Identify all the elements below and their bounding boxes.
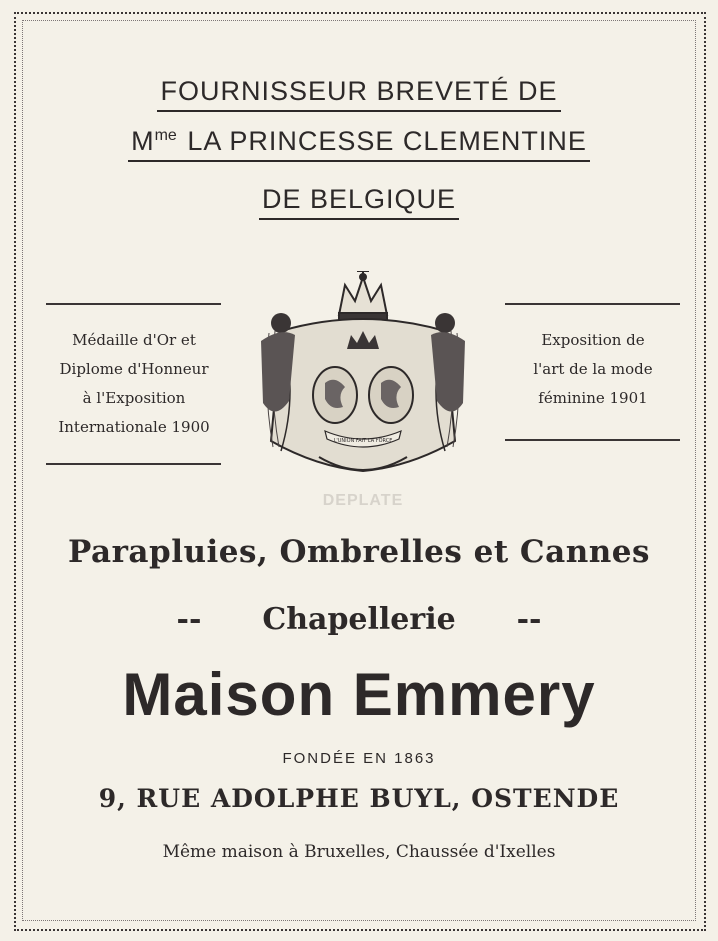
right-award [493,326,693,413]
left-award-line: Diplome d'Honneur [59,360,209,378]
crest-motto: L'UNION FAIT LA FORCE [333,438,393,444]
right-award-line: l'art de la mode [533,360,653,378]
watermark: DEPLATE [322,492,404,509]
address-line: 9, RUE ADOLPHE BUYL, OSTENDE [98,784,620,813]
left-award-line: Médaille d'Or et [72,331,196,349]
right-rule-top [505,303,680,305]
left-rule-top [46,303,221,305]
chapellerie-label: Chapellerie [262,602,456,637]
header-line-2 [0,126,718,162]
left-award [34,326,234,442]
right-rule-bottom [505,439,680,441]
left-award-line: Internationale 1900 [58,418,210,436]
right-award-line: féminine 1901 [538,389,648,407]
royal-coat-of-arms-icon [259,271,467,483]
founded-line: FONDÉE EN 1863 [282,750,436,767]
right-award-line: Exposition de [541,331,645,349]
shop-name: Maison Emmery [122,661,596,728]
branch-line: Même maison à Bruxelles, Chaussée d'Ixelles [162,842,556,862]
header-line-3-text: DE BELGIQUE [259,184,459,220]
header-line-1 [0,76,718,112]
header-line-2-text: LA PRINCESSE CLEMENTINE [187,126,587,156]
left-award-line: à l'Exposition [82,389,186,407]
dash-left: -- [176,602,202,637]
header-line-2-wrap [128,126,590,162]
dash-right: -- [516,602,542,637]
header-line-1-text: FOURNISSEUR BREVETÉ DE [157,76,560,112]
products-line: Parapluies, Ombrelles et Cannes [68,534,650,570]
chapellerie-line [0,602,718,637]
title-prefix: M [131,126,155,156]
left-rule-bottom [46,463,221,465]
title-superscript: me [154,127,177,144]
header-line-3 [0,184,718,220]
